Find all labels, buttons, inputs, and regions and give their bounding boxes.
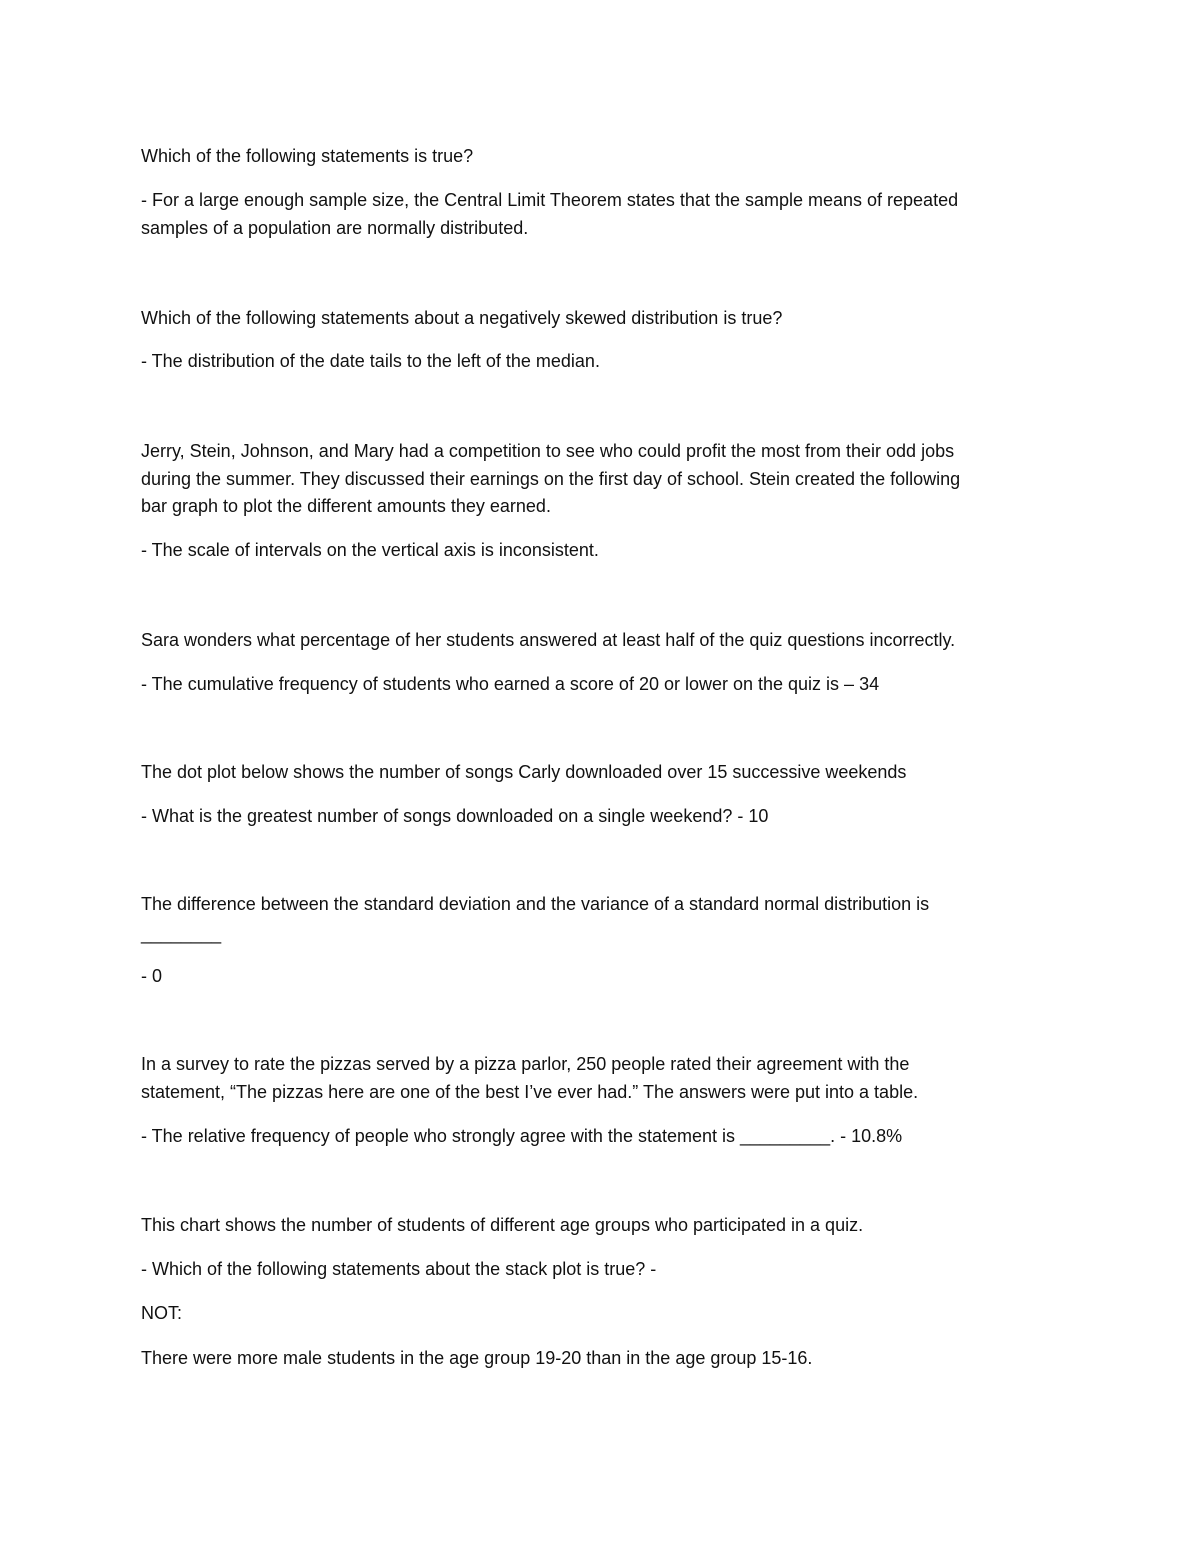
answer-blank: ________ <box>141 924 222 944</box>
question-pizza-survey-line-2: statement, “The pizzas here are one of the best I’ve ever had.” The answers were put into a table. <box>141 1082 919 1102</box>
question-odd-jobs-line-1: Jerry, Stein, Johnson, and Mary had a competition to see who could profit the most from their odd jobs <box>141 441 955 461</box>
question-age-groups: This chart shows the number of students of different age groups who participated in a quiz. <box>141 1215 864 1235</box>
answer-odd-jobs: - The scale of intervals on the vertical axis is inconsistent. <box>141 540 599 560</box>
question-negatively-skewed: Which of the following statements about a negatively skewed distribution is true? <box>141 308 783 328</box>
answer-central-limit-theorem-line-1: - For a large enough sample size, the Central Limit Theorem states that the sample means of repeated <box>141 190 959 210</box>
question-dot-plot: The dot plot below shows the number of songs Carly downloaded over 15 successive weekends <box>141 762 907 782</box>
not-label: NOT: <box>141 1303 183 1323</box>
question-pizza-survey-line-1: In a survey to rate the pizzas served by a pizza parlor, 250 people rated their agreement with the <box>141 1054 910 1074</box>
question-odd-jobs-line-2: during the summer. They discussed their earnings on the first day of school. Stein created the following <box>141 469 961 489</box>
question-quiz-percentage: Sara wonders what percentage of her students answered at least half of the quiz questions incorrectly. <box>141 630 956 650</box>
answer-age-groups: - Which of the following statements about the stack plot is true? - <box>141 1259 657 1279</box>
answer-quiz-percentage: - The cumulative frequency of students who earned a score of 20 or lower on the quiz is – 34 <box>141 674 880 694</box>
question-std-deviation-variance: The difference between the standard deviation and the variance of a standard normal distribution is <box>141 894 930 914</box>
question-central-limit-theorem: Which of the following statements is true? <box>141 146 474 166</box>
answer-negatively-skewed: - The distribution of the date tails to the left of the median. <box>141 351 600 371</box>
answer-central-limit-theorem-line-2: samples of a population are normally distributed. <box>141 218 529 238</box>
answer-pizza-survey: - The relative frequency of people who strongly agree with the statement is _________. - 10.8% <box>141 1126 903 1146</box>
answer-std-deviation-variance: - 0 <box>141 966 163 986</box>
answer-age-groups-statement: There were more male students in the age group 19-20 than in the age group 15-16. <box>141 1348 813 1368</box>
question-odd-jobs-line-3: bar graph to plot the different amounts they earned. <box>141 496 551 516</box>
answer-dot-plot: - What is the greatest number of songs downloaded on a single weekend? - 10 <box>141 806 769 826</box>
